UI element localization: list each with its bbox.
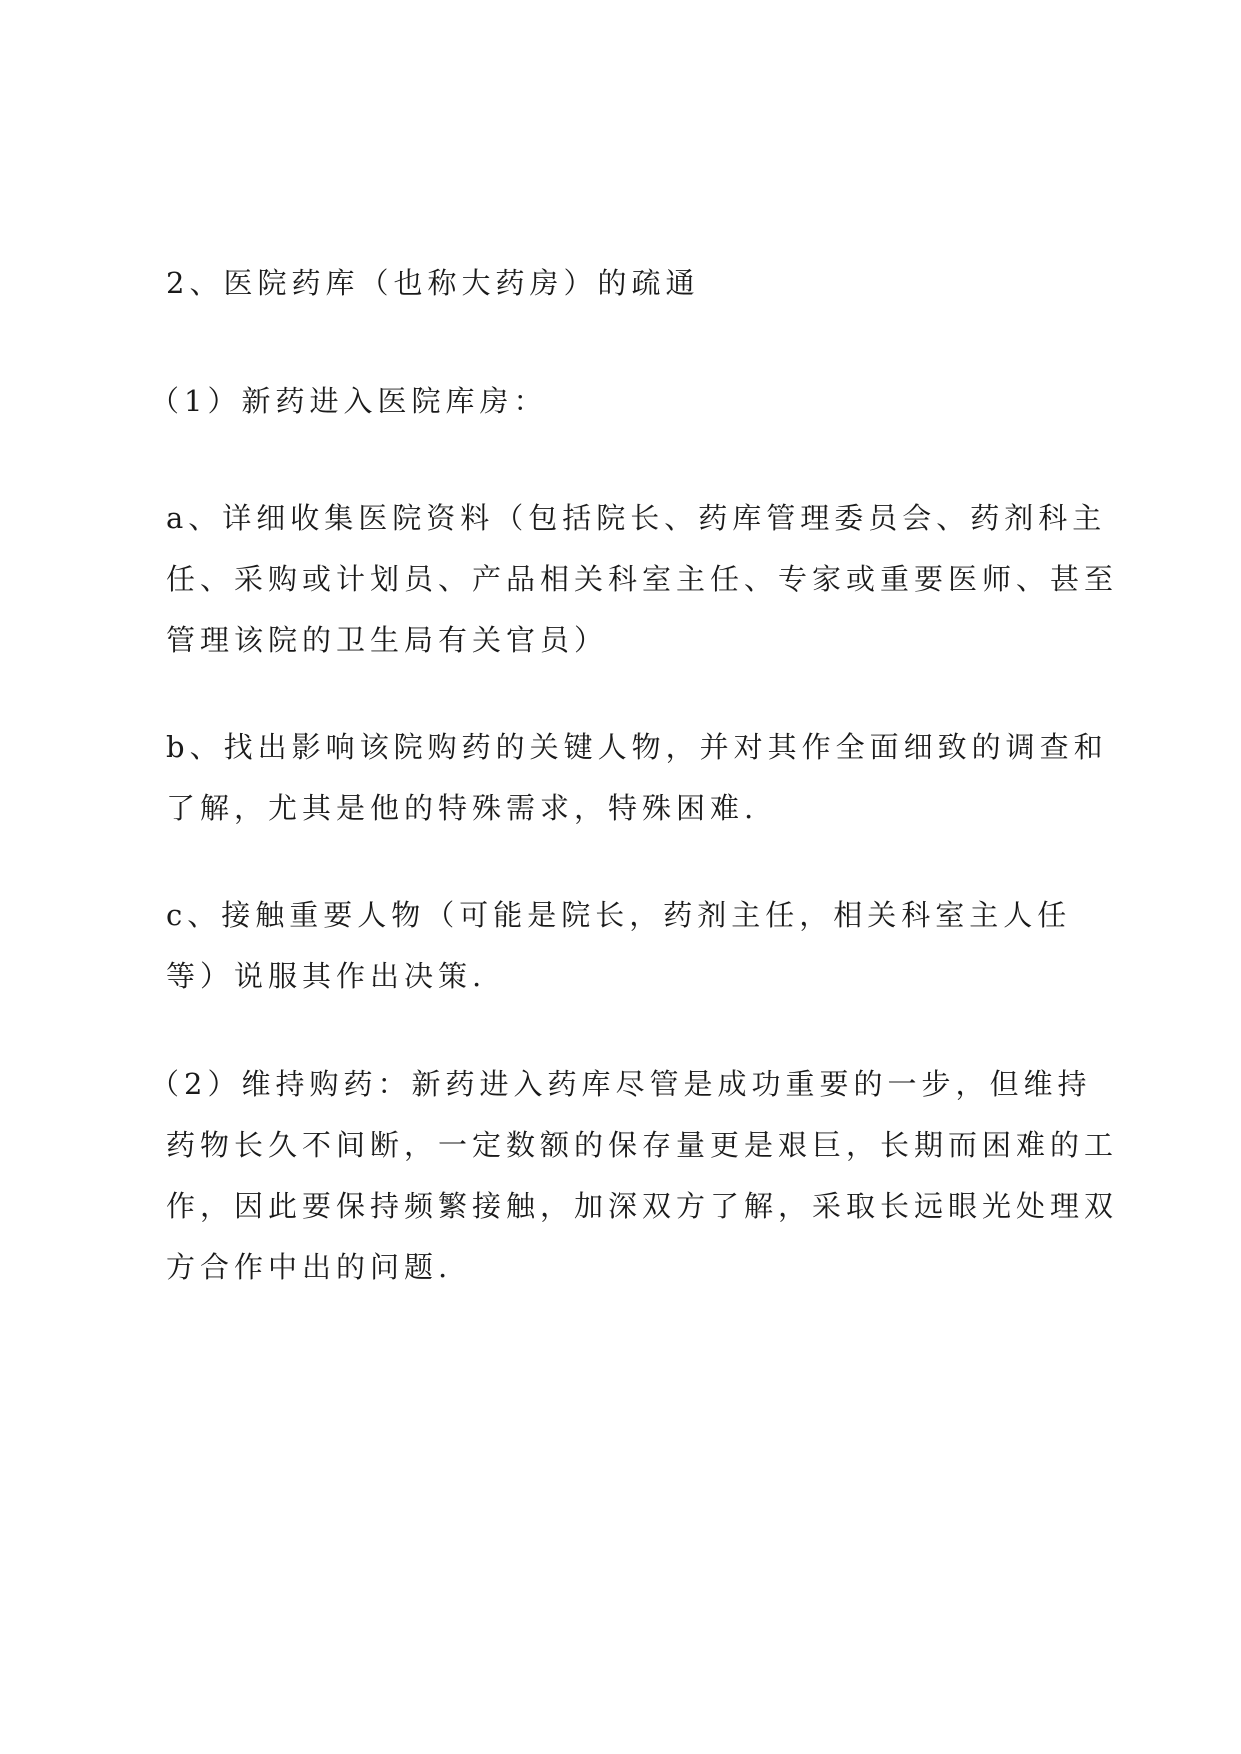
item-b-paragraph — [166, 717, 1108, 839]
subsection-2-line: 药物长久不间断，一定数额的保存量更是艰巨，长期而困难的工 — [166, 1128, 1119, 1162]
subsection-2-line: （2）维持购药：新药进入药库尽管是成功重要的一步，但维持 — [150, 1067, 1092, 1101]
item-c-paragraph — [166, 885, 1096, 1007]
item-a-paragraph — [166, 488, 1119, 671]
subsection-2-line: 作，因此要保持频繁接触，加深双方了解，采取长远眼光处理双 — [166, 1189, 1119, 1223]
subsection-2-paragraph — [150, 1054, 1119, 1298]
item-b-line: b、找出影响该院购药的关键人物，并对其作全面细致的调查和 — [166, 730, 1108, 764]
item-a-line: a、详细收集医院资料（包括院长、药库管理委员会、药剂科主 — [166, 501, 1107, 535]
subsection-1-text: （1）新药进入医院库房： — [150, 384, 548, 418]
section-heading — [166, 253, 1096, 314]
subsection-2-line: 方合作中出的问题. — [166, 1250, 453, 1284]
item-c-line: c、接触重要人物（可能是院长，药剂主任，相关科室主人任 — [166, 898, 1072, 932]
item-b-line: 了解，尤其是他的特殊需求，特殊困难. — [166, 791, 759, 825]
item-a-line: 管理该院的卫生局有关官员） — [166, 623, 609, 657]
item-c-line: 等）说服其作出决策. — [166, 959, 487, 993]
subsection-1-heading — [150, 371, 1080, 432]
section-heading-text: 2、医院药库（也称大药房）的疏通 — [166, 266, 700, 300]
item-a-line: 任、采购或计划员、产品相关科室主任、专家或重要医师、甚至 — [166, 562, 1119, 596]
